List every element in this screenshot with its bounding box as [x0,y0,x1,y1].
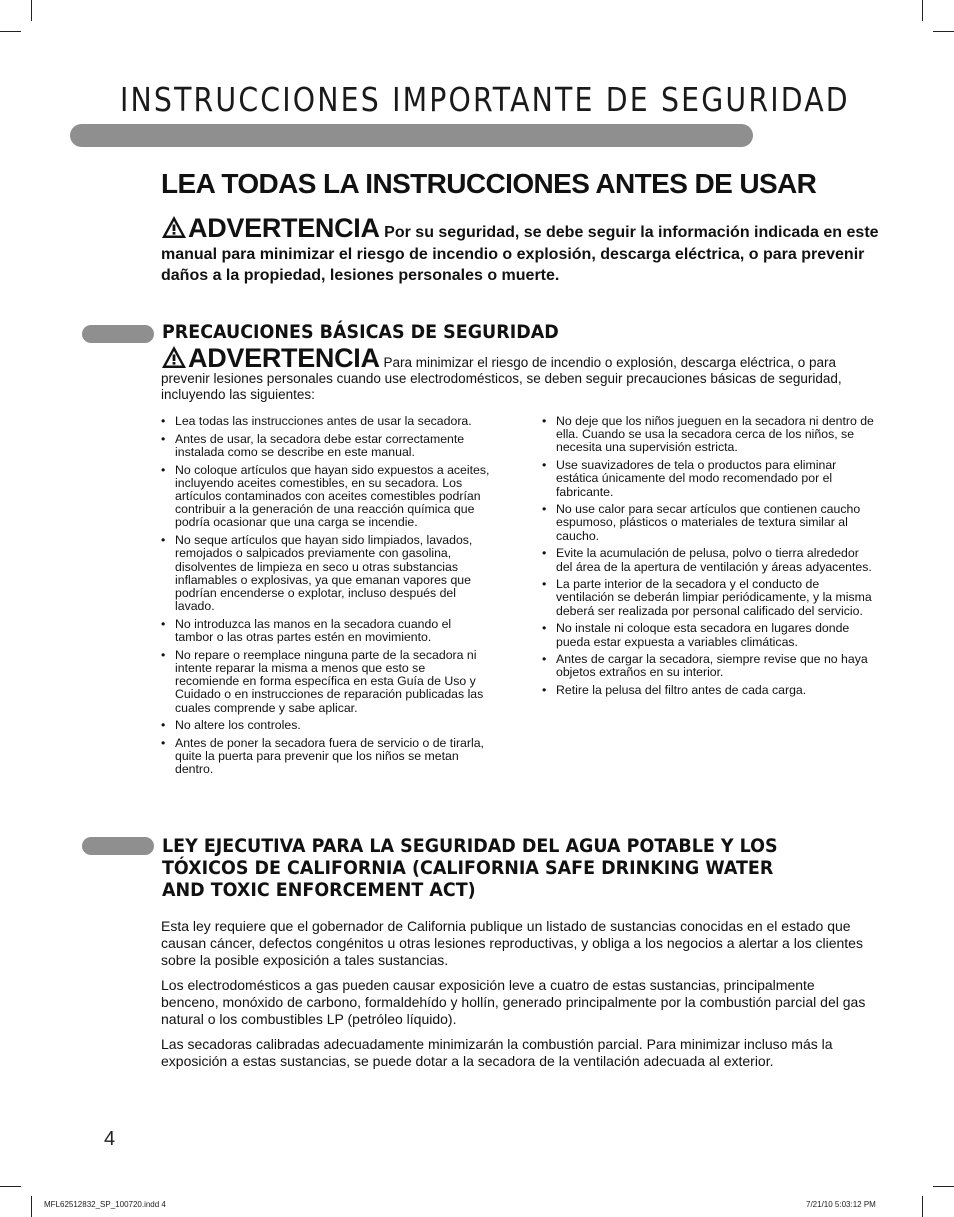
precaution-item [542,622,874,648]
footer-file-info: MFL62512832_SP_100720.indd 4 [44,1200,166,1209]
precaution-item [161,464,491,530]
precaution-item [161,415,491,428]
precaution-text: No introduzca las manos en la secadora cuando el tambor o las otras partes estén en movimiento. [175,616,452,645]
crop-mark [922,0,923,21]
california-paragraph: Las secadoras calibradas adecuadamente minimizarán la combustión parcial. Para minimizar incluso más la exposición a estas sustancias, se puede dotar a la secadora de la ventilación adecuada al exterior. [161,1036,833,1069]
precaution-item [161,534,491,613]
precaution-text: No coloque artículos que hayan sido expuestos a aceites, incluyendo aceites comestibles, en su secadora. Los artículos contaminados con aceites comestibles podrían contribuir a la generación de una reacción química que podría ocasionar que una carga se incendie. [175,462,490,530]
section-marker [82,325,154,343]
warning-triangle-icon [161,215,187,239]
precaution-text: La parte interior de la secadora y el conducto de ventilación se deberán limpiar periódicamente, y la misma deberá ser realizada por personal calificado del servicio. [556,577,872,618]
bullet-icon: • [161,431,166,446]
bullet-icon: • [161,462,166,477]
precaution-item [542,578,874,618]
precaution-text: No altere los controles. [175,718,301,733]
bullet-icon: • [542,683,547,698]
crop-mark [922,1196,923,1217]
precaution-text: Use suavizadores de tela o productos para eliminar estática únicamente del modo recomendado por el fabricante. [556,458,837,499]
precaution-item [542,503,874,543]
warning-intro-text: Por su seguridad, se debe seguir la información indicada en este manual para minimizar el riesgo de incendio o explosión, descarga eléctrica, o para prevenir daños a la propiedad, lesiones personales o muerte. [161,224,879,284]
precaution-text: Lea todas las instrucciones antes de usar la secadora. [175,414,472,428]
precaution-item [161,618,491,644]
bullet-icon: • [161,735,166,750]
precaution-item [542,684,874,697]
crop-mark [0,31,21,32]
page-number: 4 [104,1128,116,1150]
bullet-icon: • [161,718,166,733]
crop-mark [933,1186,954,1187]
crop-mark [933,31,954,32]
precaution-text: Evite la acumulación de pelusa, polvo o tierra alrededor del área de la apertura de ventilación y áreas adyacentes. [556,546,872,574]
crop-mark [31,0,32,21]
crop-mark [31,1196,32,1217]
california-paragraph: Esta ley requiere que el gobernador de California publique un listado de sustancias conocidas en el estado que causan cáncer, defectos congénitos u otras lesiones reproductivas, y obliga a los negocios a alertar a los clientes sobre la posible exposición a tales sustancias. [161,918,863,968]
crop-mark [0,1186,21,1187]
bullet-icon: • [542,652,547,667]
precaution-item [161,737,491,777]
california-title: LEY EJECUTIVA PARA LA SEGURIDAD DEL AGUA POTABLE Y LOS TÓXICOS DE CALIFORNIA (CALIFORNIA SAFE DRINKING WATER AND TOXIC ENFORCEMENT ACT) [162,835,778,901]
california-paragraph: Los electrodomésticos a gas pueden causar exposición leve a cuatro de estas sustancias, principalmente benceno, monóxido de carbono, formaldehído y hollín, generado principalmente por la combustión parcial del gas natural o los combustibles LP (petróleo líquido). [161,977,866,1027]
bullet-icon: • [542,502,547,517]
precaution-text: Antes de cargar la secadora, siempre revise que no haya objetos extraños en su interior. [556,652,868,680]
bullet-icon: • [161,647,166,662]
header-bar [70,124,753,147]
bullet-icon: • [542,414,547,428]
bullet-icon: • [161,616,166,631]
precautions-warning [161,345,866,403]
section-marker [82,837,154,855]
precaution-item [161,719,491,732]
precautions-title: PRECAUCIONES BÁSICAS DE SEGURIDAD [162,321,559,343]
precaution-item [542,459,874,499]
precaution-item [161,433,491,459]
bullet-icon: • [161,533,166,548]
precaution-text: No repare o reemplace ninguna parte de la secadora ni intente reparar la misma a menos que esto se recomiende en forma específica en esta Guía de Uso y Cuidado o en instrucciones de reparación publicadas las cuales comprende y sabe aplicar. [175,647,484,715]
warning-label: ADVERTENCIA [188,343,380,373]
precaution-text: Retire la pelusa del filtro antes de cada carga. [556,683,807,698]
bullet-icon: • [542,577,547,592]
precaution-item [161,649,491,715]
precautions-list-right [542,415,874,702]
warning-label: ADVERTENCIA [188,213,380,243]
page-header-title: INSTRUCCIONES IMPORTANTE DE SEGURIDAD [120,80,850,119]
precaution-text: Antes de usar, la secadora debe estar correctamente instalada como se describe en este manual. [175,431,465,459]
main-title: LEA TODAS LA INSTRUCCIONES ANTES DE USAR [161,168,817,199]
precaution-text: No seque artículos que hayan sido limpiados, lavados, remojados o salpicados previamente con gasolina, disolventes de limpieza en seco u otras substancias inflamables o explosivas, ya que emanan vapores que podrían encenderse o explotar, incluso después del lavado. [175,533,473,614]
warning-intro [161,213,881,286]
bullet-icon: • [542,458,547,473]
precaution-text: No instale ni coloque esta secadora en lugares donde pueda estar expuesta a variables climáticas. [556,621,850,649]
precautions-warning-text: Para minimizar el riesgo de incendio o explosión, descarga eléctrica, o para prevenir lesiones personales cuando use electrodomésticos, se deben seguir precauciones básicas de seguridad, incluyendo las siguientes: [161,355,842,402]
bullet-icon: • [542,546,547,561]
bullet-icon: • [161,414,166,428]
precaution-text: Antes de poner la secadora fuera de servicio o de tirarla, quite la puerta para prevenir que los niños se metan dentro. [175,735,484,777]
precaution-item [542,415,874,455]
footer-timestamp: 7/21/10 5:03:12 PM [806,1200,876,1209]
precaution-item [542,653,874,679]
precautions-list-left [161,415,491,781]
precaution-text: No use calor para secar artículos que contienen caucho espumoso, plásticos o materiales de textura similar al caucho. [556,502,861,543]
bullet-icon: • [542,621,547,636]
warning-triangle-icon [161,345,187,369]
precaution-text: No deje que los niños jueguen en la secadora ni dentro de ella. Cuando se usa la secadora cerca de los niños, se necesita una supervisión estricta. [556,414,874,455]
precaution-item [542,547,874,573]
